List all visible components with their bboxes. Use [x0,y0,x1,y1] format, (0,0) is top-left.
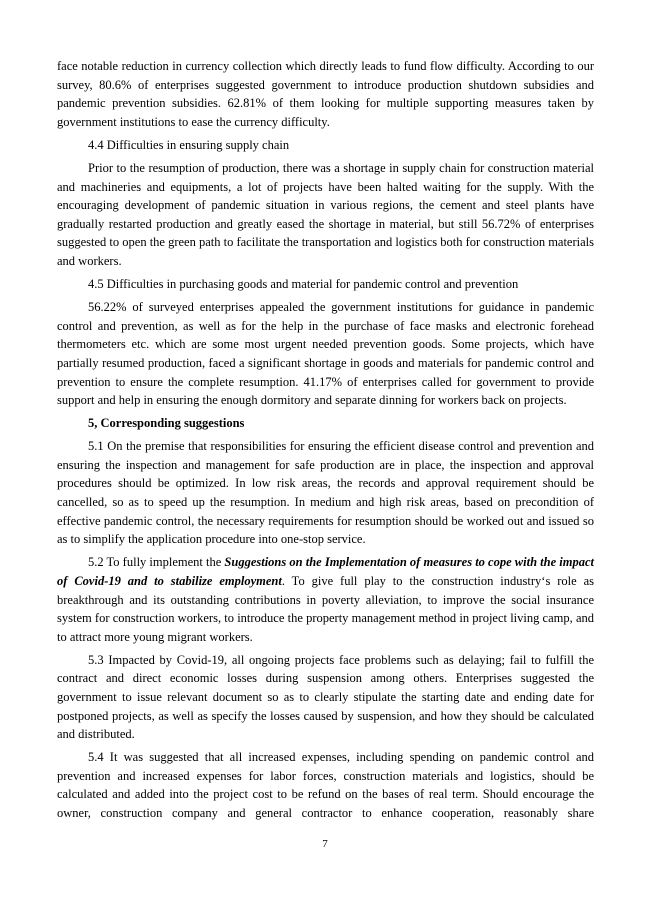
heading-4-5-purchasing-goods: 4.5 Difficulties in purchasing goods and material for pandemic control and prevention [88,277,519,292]
paragraph-5-4-increased-expenses: 5.4 It was suggested that all increased expenses, including spending on pandemic control and prevention and increased expenses for labor forces, construction materials and logistics, should be calculated and added into the project cost to be refund on the bases of real term. Should encourage the owner, construction company and general contractor to enhance cooperation, reasonably share [57,750,594,821]
paragraph-5-2-suffix: . To give full play to the construction industry‘s role as breakthrough and its outstanding contributions in poverty alleviation, to improve the social insurance system for construction workers, to introduce the property management method in project living camp, and to attract more young migrant workers. [57,573,594,644]
page-number: 7 [322,838,328,850]
paragraph-5-3-delays-losses: 5.3 Impacted by Covid-19, all ongoing projects face problems such as delaying; fail to fulfill the contract and direct economic losses during suspension among others. Enterprises suggested the government to issue relevant document so as to clearly stipulate the starting date and ending date for postponed projects, as well as specify the losses caused by suspension, and how they should be calculated and distributed. [57,652,594,742]
paragraph-5-1-procedures: 5.1 On the premise that responsibilities for ensuring the efficient disease control and prevention and ensuring the inspection and management for safe production are in place, the inspection and approval procedures should be optimized. In low risk areas, the records and approval requirement should be cancelled, so as to speed up the resumption. In medium and high risk areas, based on precondition of effective pandemic control, the necessary requirements for resumption should be worked out and issued so as to simplify the application procedure into one-stop service. [57,439,594,547]
paragraph-5-2-implementation [57,553,594,646]
document-body [57,57,594,823]
paragraph-fund-flow-continuation: face notable reduction in currency collection which directly leads to fund flow difficulty. According to our survey, 80.6% of enterprises suggested government to introduce production shutdown subsidies and pandemic prevention subsidies. 62.81% of them looking for multiple supporting measures taken by government institutions to ease the currency difficulty. [57,59,594,129]
heading-5-corresponding-suggestions: 5, Corresponding suggestions [88,416,245,431]
page-footer [0,837,650,851]
heading-4-4-supply-chain: 4.4 Difficulties in ensuring supply chain [88,137,290,152]
paragraph-4-5-purchasing-goods: 56.22% of surveyed enterprises appealed the government institutions for guidance in pandemic control and prevention, as well as for the help in the purchase of face masks and electronic forehead thermometers etc. which are some most urgent needed prevention goods. Some projects, which have partially resumed production, faced a significant shortage in goods and materials for pandemic control and prevention to ensure the complete resumption. 41.17% of enterprises called for government to provide support and help in ensuring the enough dormitory and separate dinning for workers back on projects. [57,300,594,408]
paragraph-5-2-prefix: 5.2 To fully implement the [88,555,225,570]
referenced-document-title: Suggestions on the Implementation of measures to cope with the impact of Covid-19 and to stabilize employment [57,555,594,588]
paragraph-4-4-supply-chain: Prior to the resumption of production, there was a shortage in supply chain for construction material and machineries and equipments, a lot of projects have been halted waiting for the supply. With the encouraging development of pandemic situation in various regions, the cement and steel plants have gradually restarted production and greatly eased the shortage in material, but still 56.72% of enterprises suggested to open the green path to facilitate the transportation and logistics both for construction materials and workers. [57,160,595,268]
